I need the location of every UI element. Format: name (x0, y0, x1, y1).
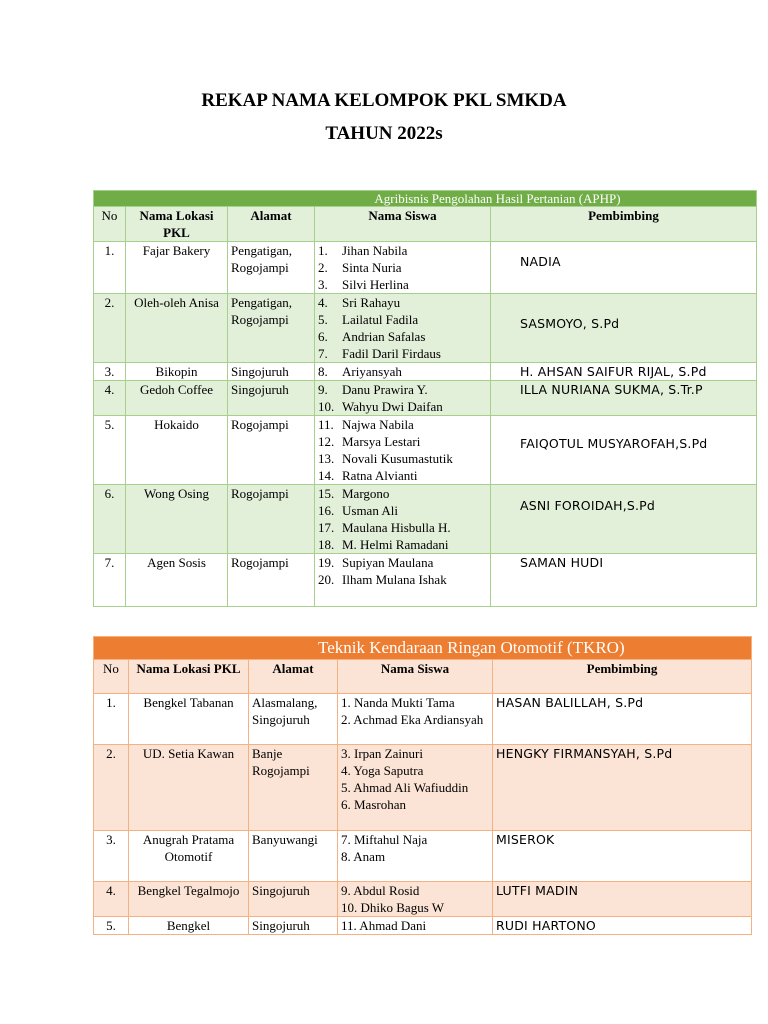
row-pembimbing (491, 294, 757, 363)
student-entry: 5. Ahmad Ali Wafiuddin (341, 780, 469, 795)
student-entry (318, 519, 487, 536)
student-number: 18. (318, 537, 335, 552)
row-no: 3. (94, 363, 126, 381)
student-number: 3. (318, 277, 328, 292)
page-title: REKAP NAMA KELOMPOK PKL SMKDA (201, 90, 567, 111)
student-entry (318, 485, 487, 502)
col-header-no: No (94, 660, 129, 694)
student-number: 11. (318, 417, 334, 432)
row-alamat: Singojuruh (228, 381, 315, 416)
row-lokasi: Bengkel (129, 917, 249, 935)
student-name: Ratna Alvianti (342, 468, 418, 483)
aphp-table (93, 190, 757, 607)
row-no: 5. (94, 917, 129, 935)
row-siswa-list (315, 242, 491, 294)
student-entry (318, 328, 487, 345)
student-name: Marsya Lestari (342, 434, 421, 449)
student-number: 12. (318, 434, 335, 449)
row-pembimbing (491, 363, 757, 381)
student-name: Margono (342, 486, 390, 501)
student-entry (318, 398, 487, 415)
row-siswa-list (338, 882, 493, 917)
student-number: 1. (318, 243, 328, 258)
student-entry (318, 571, 487, 588)
student-name: Najwa Nabila (342, 417, 414, 432)
student-entry (318, 363, 487, 380)
row-pembimbing (493, 917, 752, 935)
col-header-pembimbing: Pembimbing (491, 207, 757, 242)
row-siswa-list (338, 917, 493, 935)
row-pembimbing (491, 485, 757, 554)
row-lokasi: Hokaido (126, 416, 228, 485)
student-entry: 2. Achmad Eka Ardiansyah (341, 712, 484, 727)
tkro-heading-row (94, 637, 752, 660)
student-number: 17. (318, 520, 335, 535)
row-siswa-list (315, 416, 491, 485)
pembimbing-name: SAMAN HUDI (520, 555, 604, 570)
pembimbing-name: MISEROK (496, 832, 555, 847)
student-name: Ariyansyah (342, 364, 402, 379)
student-entry: 11. Ahmad Dani (341, 918, 427, 933)
pembimbing-name: H. AHSAN SAIFUR RIJAL, S.Pd (520, 364, 707, 379)
row-lokasi: Fajar Bakery (126, 242, 228, 294)
table-row (94, 694, 752, 745)
row-lokasi: Wong Osing (126, 485, 228, 554)
table-row (94, 242, 757, 294)
student-entry (318, 502, 487, 519)
row-no: 1. (94, 694, 129, 745)
student-name: Lailatul Fadila (342, 312, 419, 327)
row-alamat: Banyuwangi (249, 831, 338, 882)
student-number: 5. (318, 312, 328, 327)
row-lokasi: Oleh-oleh Anisa (126, 294, 228, 363)
pembimbing-name: HASAN BALILLAH, S.Pd (496, 695, 644, 710)
row-siswa-list (315, 363, 491, 381)
student-entry (318, 311, 487, 328)
row-pembimbing (493, 882, 752, 917)
student-entry (318, 467, 487, 484)
row-lokasi: Bengkel Tabanan (129, 694, 249, 745)
student-name: Jihan Nabila (342, 243, 408, 258)
student-number: 20. (318, 572, 335, 587)
row-alamat: Banje Rogojampi (249, 745, 338, 831)
row-no: 7. (94, 554, 126, 607)
student-entry: 6. Masrohan (341, 797, 406, 812)
row-pembimbing (491, 242, 757, 294)
student-name: M. Helmi Ramadani (342, 537, 449, 552)
student-entry (318, 276, 487, 293)
table-row (94, 381, 757, 416)
student-name: Supiyan Maulana (342, 555, 434, 570)
row-pembimbing (491, 381, 757, 416)
row-pembimbing (493, 831, 752, 882)
tkro-table (93, 636, 752, 935)
pembimbing-name: LUTFI MADIN (496, 883, 579, 898)
row-alamat: Singojuruh (228, 363, 315, 381)
row-no: 4. (94, 882, 129, 917)
pembimbing-name: FAIQOTUL MUSYAROFAH,S.Pd (520, 436, 708, 451)
row-lokasi: Gedoh Coffee (126, 381, 228, 416)
row-lokasi: Anugrah Pratama Otomotif (129, 831, 249, 882)
pembimbing-name: SASMOYO, S.Pd (520, 316, 620, 331)
student-entry (318, 381, 487, 398)
pembimbing-name: NADIA (520, 254, 561, 269)
page-subtitle: TAHUN 2022s (325, 123, 443, 144)
table-row (94, 917, 752, 935)
row-no: 6. (94, 485, 126, 554)
student-entry (318, 242, 487, 259)
row-siswa-list (315, 381, 491, 416)
student-number: 15. (318, 486, 335, 501)
student-entry: 9. Abdul Rosid (341, 883, 420, 898)
row-alamat: Alasmalang, Singojuruh (249, 694, 338, 745)
row-alamat: Pengatigan, Rogojampi (228, 294, 315, 363)
pembimbing-name: RUDI HARTONO (496, 918, 596, 933)
row-lokasi: Bengkel Tegalmojo (129, 882, 249, 917)
aphp-heading: Agribisnis Pengolahan Hasil Pertanian (APHP) (374, 191, 621, 206)
student-entry (318, 536, 487, 553)
student-number: 9. (318, 382, 328, 397)
student-name: Maulana Hisbulla H. (342, 520, 451, 535)
row-siswa-list (338, 694, 493, 745)
row-siswa-list (315, 485, 491, 554)
table-row (94, 294, 757, 363)
aphp-header-row (94, 207, 757, 242)
row-alamat: Rogojampi (228, 416, 315, 485)
row-lokasi: Bikopin (126, 363, 228, 381)
student-name: Ilham Mulana Ishak (342, 572, 447, 587)
student-name: Danu Prawira Y. (342, 382, 428, 397)
row-pembimbing (493, 745, 752, 831)
student-entry: 7. Miftahul Naja (341, 832, 428, 847)
row-alamat: Rogojampi (228, 485, 315, 554)
student-number: 14. (318, 468, 335, 483)
student-entry (318, 259, 487, 276)
row-alamat: Rogojampi (228, 554, 315, 607)
student-number: 19. (318, 555, 335, 570)
pembimbing-name: ASNI FOROIDAH,S.Pd (520, 498, 656, 513)
student-entry (318, 450, 487, 467)
student-name: Sri Rahayu (342, 295, 401, 310)
row-alamat: Pengatigan, Rogojampi (228, 242, 315, 294)
row-no: 1. (94, 242, 126, 294)
table-row (94, 745, 752, 831)
student-name: Novali Kusumastutik (342, 451, 453, 466)
row-no: 5. (94, 416, 126, 485)
student-entry (318, 554, 487, 571)
row-no: 2. (94, 745, 129, 831)
student-number: 10. (318, 399, 335, 414)
row-siswa-list (315, 554, 491, 607)
pembimbing-name: ILLA NURIANA SUKMA, S.Tr.P (520, 382, 703, 397)
student-name: Sinta Nuria (342, 260, 402, 275)
col-header-no: No (94, 207, 126, 242)
student-number: 7. (318, 346, 328, 361)
student-name: Fadil Daril Firdaus (342, 346, 441, 361)
student-number: 6. (318, 329, 328, 344)
row-pembimbing (493, 694, 752, 745)
table-row (94, 363, 757, 381)
row-no: 3. (94, 831, 129, 882)
student-entry: 3. Irpan Zainuri (341, 746, 423, 761)
student-name: Wahyu Dwi Daifan (342, 399, 443, 414)
table-row (94, 485, 757, 554)
row-pembimbing (491, 416, 757, 485)
table-row (94, 882, 752, 917)
row-lokasi: UD. Setia Kawan (129, 745, 249, 831)
student-name: Andrian Safalas (342, 329, 426, 344)
pembimbing-name: HENGKY FIRMANSYAH, S.Pd (496, 746, 673, 761)
student-entry: 10. Dhiko Bagus W (341, 900, 445, 915)
row-siswa-list (315, 294, 491, 363)
tkro-header-row (94, 660, 752, 694)
student-entry: 4. Yoga Saputra (341, 763, 424, 778)
row-no: 4. (94, 381, 126, 416)
student-entry (318, 433, 487, 450)
student-entry: 1. Nanda Mukti Tama (341, 695, 455, 710)
student-entry: 8. Anam (341, 849, 386, 864)
table-row (94, 554, 757, 607)
student-entry (318, 416, 487, 433)
row-alamat: Singojuruh (249, 882, 338, 917)
student-number: 4. (318, 295, 328, 310)
student-entry (318, 345, 487, 362)
row-alamat: Singojuruh (249, 917, 338, 935)
table-row (94, 831, 752, 882)
student-entry (318, 294, 487, 311)
col-header-alamat: Alamat (228, 207, 315, 242)
student-name: Silvi Herlina (342, 277, 409, 292)
student-number: 16. (318, 503, 335, 518)
student-name: Usman Ali (342, 503, 398, 518)
col-header-siswa: Nama Siswa (315, 207, 491, 242)
student-number: 2. (318, 260, 328, 275)
row-siswa-list (338, 745, 493, 831)
row-lokasi: Agen Sosis (126, 554, 228, 607)
col-header-alamat: Alamat (249, 660, 338, 694)
student-number: 13. (318, 451, 335, 466)
row-siswa-list (338, 831, 493, 882)
col-header-siswa: Nama Siswa (338, 660, 493, 694)
col-header-lokasi: Nama Lokasi PKL (126, 207, 228, 242)
student-number: 8. (318, 364, 328, 379)
row-no: 2. (94, 294, 126, 363)
tkro-heading: Teknik Kendaraan Ringan Otomotif (TKRO) (318, 638, 625, 657)
col-header-pembimbing: Pembimbing (493, 660, 752, 694)
col-header-lokasi: Nama Lokasi PKL (129, 660, 249, 694)
table-row (94, 416, 757, 485)
row-pembimbing (491, 554, 757, 607)
aphp-heading-row (94, 191, 757, 207)
